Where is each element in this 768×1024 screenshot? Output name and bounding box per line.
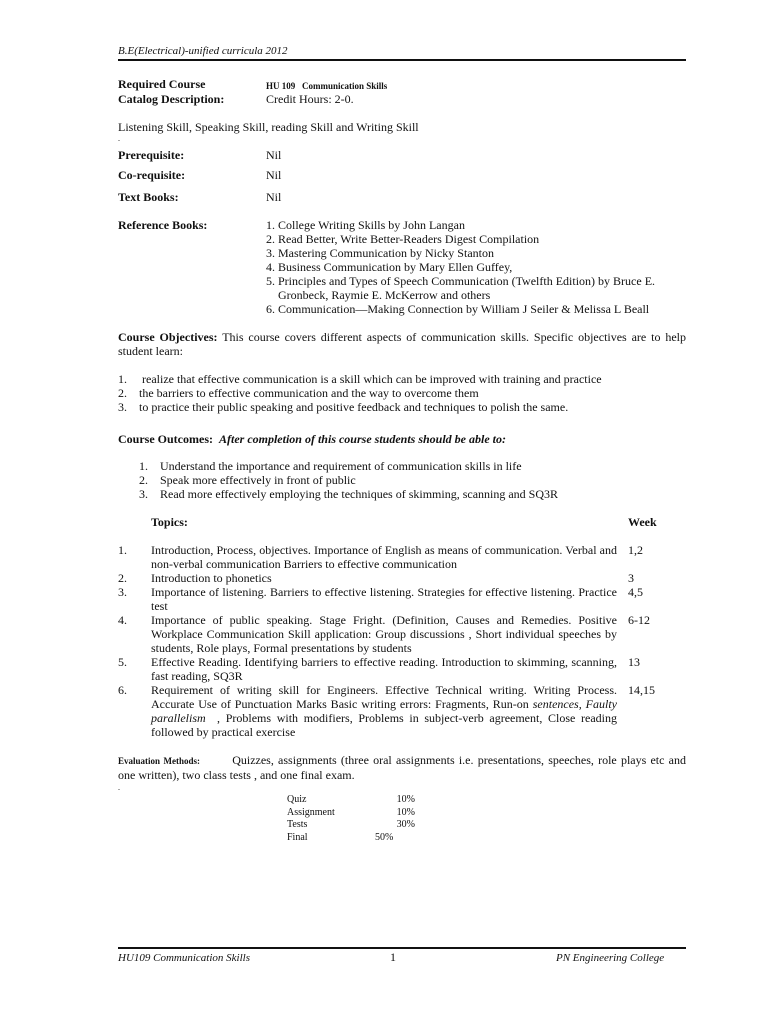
topic-text: Importance of listening. Barriers to effective listening. Strategies for effective listening. Practice test <box>151 585 617 613</box>
page-number: 1 <box>390 950 396 964</box>
evaluation-item-pct: 10% <box>396 806 415 818</box>
prerequisite-label: Prerequisite: <box>118 148 185 162</box>
corequisite-row <box>118 168 686 182</box>
topic-text-part: , Problems with modifiers, Problems in subject-verb agreement, Close reading followed by practical exercise <box>151 711 620 739</box>
topic-text: Introduction, Process, objectives. Importance of English as means of communication. Verbal and non-verbal communication Barriers to effective communication <box>151 543 617 571</box>
outcome-item <box>139 487 559 501</box>
outcome-num: 3. <box>139 487 148 501</box>
week-header: Week <box>628 515 657 529</box>
footer-college: PN Engineering College <box>556 952 665 964</box>
objective-item <box>118 372 602 386</box>
reference-item: 5. Principles and Types of Speech Communication (Twelfth Edition) by Bruce E. <box>266 274 656 288</box>
reference-item: 2. Read Better, Write Better-Readers Digest Compilation <box>266 232 540 246</box>
course-outcomes-heading <box>118 432 506 446</box>
catalog-row <box>118 92 686 106</box>
corequisite-label: Co-requisite: <box>118 168 186 182</box>
course-objectives-label: Course Objectives: <box>118 330 218 344</box>
evaluation-label: Evaluation Methods: <box>118 756 200 766</box>
topic-num: 5. <box>118 655 127 669</box>
topic-week: 1,2 <box>628 543 643 557</box>
topic-num: 3. <box>118 585 127 599</box>
outcome-text: Understand the importance and requirement of communication skills in life <box>160 459 522 473</box>
evaluation-item-pct: 50% <box>375 831 394 843</box>
topics-header: Topics: <box>151 515 188 529</box>
objective-text: realize that effective communication is a skill which can be improved with training and practice <box>142 372 602 386</box>
prerequisite-row <box>118 148 686 162</box>
outcome-text: Speak more effectively in front of public <box>160 473 356 487</box>
course-outcomes-intro: After completion of this course students should be able to: <box>218 432 506 446</box>
topic-num: 4. <box>118 613 127 627</box>
required-course-row <box>118 77 686 91</box>
outcome-item <box>139 459 522 473</box>
objective-item <box>118 386 479 400</box>
outcome-item <box>139 473 356 487</box>
topic-text <box>151 683 620 739</box>
required-course-label: Required Course <box>118 77 206 91</box>
reference-books-row <box>118 218 686 318</box>
topic-week: 13 <box>628 655 640 669</box>
page-header-title: B.E(Electrical)-unified curricula 2012 <box>118 45 288 57</box>
objective-num: 3. <box>118 400 127 414</box>
evaluation-item-name: Final <box>287 831 308 843</box>
course-description: Listening Skill, Speaking Skill, reading Skill and Writing Skill <box>118 120 419 134</box>
corequisite-value: Nil <box>266 168 282 182</box>
dot-separator: . <box>118 783 120 792</box>
objective-num: 1. <box>118 372 127 386</box>
textbooks-label: Text Books: <box>118 190 179 204</box>
catalog-value: Credit Hours: 2-0. <box>266 92 354 106</box>
topic-text: Importance of public speaking. Stage Fright. (Definition, Causes and Remedies. Positive Workplace Communication Skill application: Group discussions , Short individual speeches by students, Role plays, Formal presentations by students <box>151 613 617 655</box>
footer-rule <box>118 947 686 949</box>
reference-item: 1. College Writing Skills by John Langan <box>266 218 465 232</box>
topic-num: 6. <box>118 683 127 697</box>
topic-week: 6-12 <box>628 613 650 627</box>
dot-separator: . <box>118 134 120 143</box>
evaluation-item-name: Assignment <box>287 806 335 818</box>
reference-item: 4. Business Communication by Mary Ellen Guffey, <box>266 260 513 274</box>
outcome-num: 1. <box>139 459 148 473</box>
objective-text: to practice their public speaking and positive feedback and techniques to polish the same. <box>139 400 569 414</box>
reference-item: 3. Mastering Communication by Nicky Stanton <box>266 246 494 260</box>
header-rule <box>118 59 686 61</box>
topic-num: 2. <box>118 571 127 585</box>
course-objectives-paragraph <box>118 330 686 358</box>
prerequisite-value: Nil <box>266 148 282 162</box>
topic-text-italic: sentences, Faulty parallelism <box>151 697 617 725</box>
topic-week: 14,15 <box>628 683 655 697</box>
topic-week: 3 <box>628 571 634 585</box>
topic-num: 1. <box>118 543 127 557</box>
evaluation-text: Quizzes, assignments (three oral assignments i.e. presentations, speeches, role plays etc and one written), two class tests , and one final exam. <box>118 753 687 782</box>
reference-item: Gronbeck, Raymie E. McKerrow and others <box>266 288 491 302</box>
objective-num: 2. <box>118 386 127 400</box>
reference-books-list <box>266 218 655 316</box>
outcome-text: Read more effectively employing the techniques of skimming, scanning and SQ3R <box>160 487 559 501</box>
evaluation-item-name: Quiz <box>287 794 307 805</box>
topic-text: Introduction to phonetics <box>151 571 272 585</box>
footer-course: HU109 Communication Skills <box>118 952 250 964</box>
topic-text-part: Requirement of writing skill for Engineers. Effective Technical writing. Writing Process. Accurate Use of Punctuation Marks Basic writing errors: Fragments, Run-on <box>151 683 617 711</box>
reference-item: 6. Communication—Making Connection by William J Seiler & Melissa L Beall <box>266 302 650 316</box>
reference-books-label: Reference Books: <box>118 218 208 232</box>
objective-item <box>118 400 569 414</box>
evaluation-item-name: Tests <box>287 819 308 830</box>
course-objectives-intro: This course covers different aspects of communication skills. Specific objectives are to help student learn: <box>118 330 686 358</box>
textbooks-value: Nil <box>266 190 282 204</box>
topic-week: 4,5 <box>628 585 643 599</box>
evaluation-item-pct: 10% <box>396 794 415 805</box>
evaluation-item-pct: 30% <box>396 819 415 830</box>
topic-text: Effective Reading. Identifying barriers to effective reading. Introduction to skimming, scanning, fast reading, SQ3R <box>151 655 617 683</box>
textbooks-row <box>118 190 686 204</box>
catalog-label: Catalog Description: <box>118 92 225 106</box>
objective-text: the barriers to effective communication and the way to overcome them <box>139 386 479 400</box>
required-course-value: HU 109 Communication Skills <box>266 81 388 91</box>
outcome-num: 2. <box>139 473 148 487</box>
course-outcomes-label: Course Outcomes: <box>118 432 213 446</box>
evaluation-paragraph <box>118 753 686 782</box>
